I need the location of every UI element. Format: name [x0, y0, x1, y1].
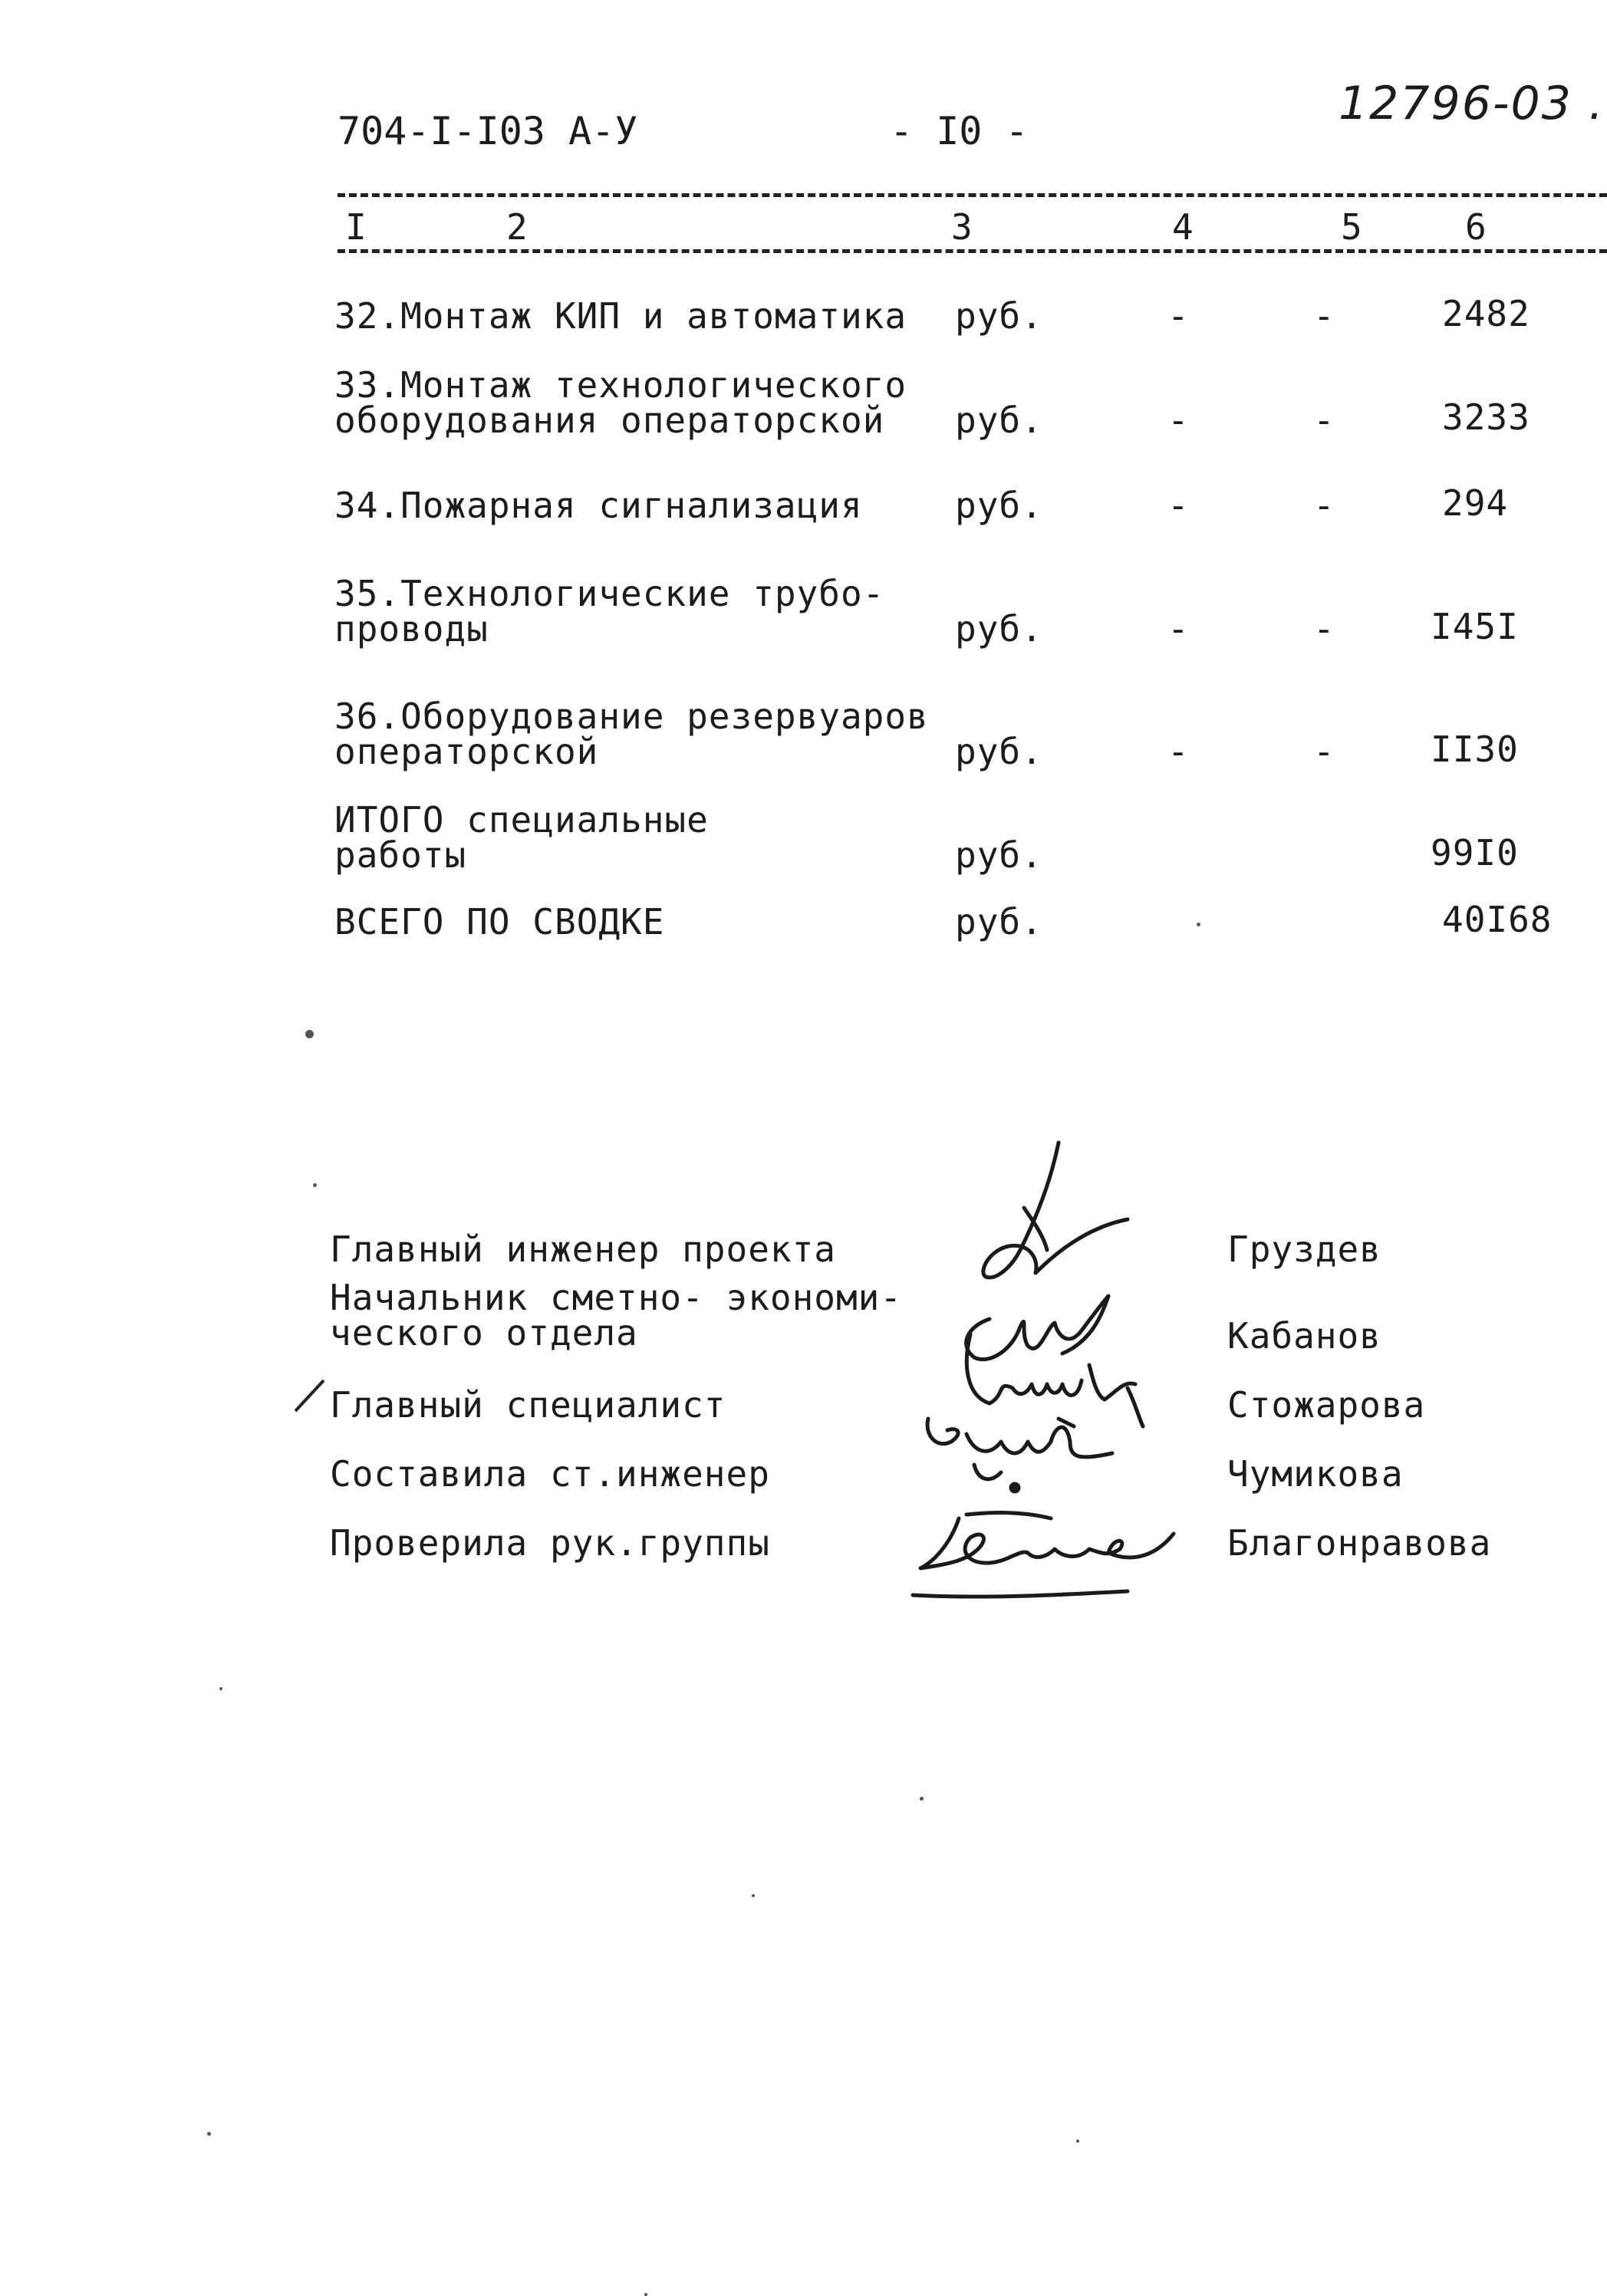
row-name-line: операторской: [334, 731, 599, 772]
signatory-title: Начальник сметно- экономи-: [330, 1277, 903, 1318]
scan-speck: [752, 1894, 755, 1897]
row-unit: руб.: [955, 731, 1043, 772]
signatory-title: Главный инженер проекта: [330, 1229, 836, 1270]
table-top-rule: [338, 193, 1607, 197]
row-col4: -: [1167, 400, 1190, 441]
column-number-3: 3: [951, 206, 973, 248]
scan-speck: [313, 1183, 317, 1187]
column-number-5: 5: [1341, 206, 1362, 248]
table-header-rule: [338, 249, 1607, 253]
row-amount: 3233: [1442, 396, 1530, 438]
signatory-title: Главный специалист: [330, 1384, 726, 1426]
column-number-2: 2: [506, 206, 528, 248]
row-col4: -: [1167, 485, 1190, 526]
signatory-name: Груздев: [1227, 1229, 1381, 1270]
row-name-line: оборудования операторской: [334, 400, 885, 441]
row-name-line: 34.Пожарная сигнализация: [334, 485, 863, 526]
row-col5: -: [1313, 400, 1335, 441]
row-name-line: 33.Монтаж технологического: [334, 364, 907, 406]
row-unit: руб.: [955, 608, 1043, 650]
row-col5: -: [1313, 485, 1335, 526]
row-col5: -: [1313, 295, 1335, 337]
scan-speck: [1076, 2140, 1079, 2143]
signatory-name: Чумикова: [1227, 1453, 1404, 1495]
signatory-name: Благонравова: [1227, 1522, 1492, 1564]
scan-speck: [644, 2293, 647, 2296]
handwritten-signatures: [905, 1135, 1266, 1610]
row-name-line: ВСЕГО ПО СВОДКЕ: [334, 901, 665, 942]
handwritten-archive-number: 12796-03 .: [1339, 77, 1605, 130]
row-col5: -: [1313, 731, 1335, 772]
row-unit: руб.: [955, 485, 1043, 526]
row-amount: 40I68: [1442, 899, 1553, 940]
row-name-line: проводы: [334, 608, 489, 650]
page-number: - I0 -: [890, 109, 1029, 153]
row-amount: 294: [1442, 482, 1509, 524]
scan-speck: [219, 1687, 222, 1690]
row-name-line: 36.Оборудование резервуаров: [334, 696, 929, 737]
row-amount: 2482: [1442, 293, 1530, 334]
row-amount: I45I: [1431, 606, 1519, 647]
row-col5: -: [1313, 608, 1335, 650]
row-col4: -: [1167, 731, 1190, 772]
column-number-6: 6: [1465, 206, 1487, 248]
row-unit: руб.: [955, 901, 1043, 942]
scan-speck: [920, 1797, 924, 1801]
row-name-line: 35.Технологические трубо-: [334, 573, 885, 614]
row-unit: руб.: [955, 295, 1043, 337]
row-amount: II30: [1431, 729, 1519, 770]
row-name-line: ИТОГО специальные: [334, 799, 709, 840]
row-unit: руб.: [955, 400, 1043, 441]
scan-speck: [207, 2132, 211, 2136]
row-amount: 99I0: [1431, 832, 1519, 873]
column-number-4: 4: [1172, 206, 1194, 248]
column-number-1: I: [345, 206, 367, 248]
row-col4: -: [1167, 295, 1190, 337]
row-name-line: работы: [334, 834, 467, 876]
row-unit: руб.: [955, 834, 1043, 876]
scan-speck: [1197, 923, 1200, 926]
document-code: 704-I-I03 А-У: [338, 109, 638, 153]
signatory-name: Кабанов: [1227, 1315, 1381, 1357]
signatory-title: ческого отдела: [330, 1312, 638, 1354]
tick-mark: [291, 1377, 330, 1415]
row-col4: -: [1167, 608, 1190, 650]
signatory-name: Стожарова: [1227, 1384, 1426, 1426]
scan-speck: [305, 1030, 314, 1038]
signatory-title: Составила ст.инженер: [330, 1453, 770, 1495]
signatory-title: Проверила рук.группы: [330, 1522, 770, 1564]
row-name-line: 32.Монтаж КИП и автоматика: [334, 295, 907, 337]
